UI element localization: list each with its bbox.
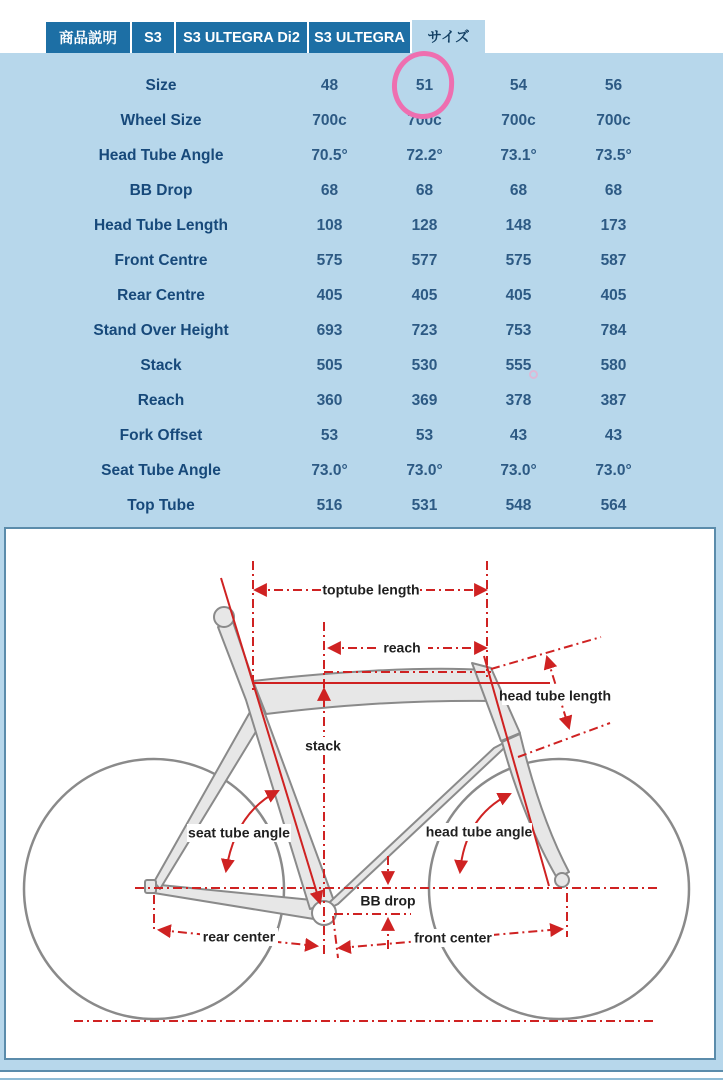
tab-product-description[interactable]: 商品説明 [46, 22, 130, 53]
cell-value: 700c [407, 111, 442, 129]
bike-frame-illustration [24, 607, 689, 1019]
table-row [41, 348, 681, 383]
cell-value: 108 [316, 216, 343, 234]
cell-value: 405 [411, 286, 438, 304]
cell-value: 128 [411, 216, 438, 234]
headtube-top-reference [491, 637, 601, 669]
top-tube [253, 669, 495, 714]
cell-value: 531 [411, 496, 438, 514]
table-row [41, 313, 681, 348]
cell-value: 360 [316, 391, 343, 409]
cell-value: 73.0° [406, 461, 443, 479]
row-label: BB Drop [129, 181, 193, 199]
dimension-lines [74, 561, 658, 1021]
cell-value: 548 [505, 496, 532, 514]
table-row [41, 68, 681, 103]
table-row [41, 453, 681, 488]
bb-drop-label: BB drop [360, 892, 416, 909]
headtube-bottom-reference [518, 723, 610, 757]
cell-value: 73.1° [500, 146, 537, 164]
cell-value: 564 [600, 496, 627, 514]
tab-size[interactable]: サイズ [412, 20, 485, 53]
cell-value: 51 [415, 76, 434, 94]
front-dropout [555, 873, 569, 887]
cell-value: 405 [600, 286, 627, 304]
cell-value: 70.5° [311, 146, 348, 164]
row-label: Fork Offset [119, 426, 203, 444]
cell-value: 173 [600, 216, 627, 234]
stack-label: stack [305, 737, 341, 754]
cell-value: 43 [604, 426, 623, 444]
seat-stay [154, 712, 263, 889]
row-label: Head Tube Length [93, 216, 229, 234]
table-row [41, 243, 681, 278]
cell-value: 693 [316, 321, 343, 339]
cell-value: 369 [411, 391, 438, 409]
cell-value: 148 [505, 216, 532, 234]
row-label: Head Tube Angle [98, 146, 224, 164]
table-row [41, 103, 681, 138]
cell-value: 700c [501, 111, 536, 129]
cell-value: 784 [600, 321, 627, 339]
tab-s3[interactable]: S3 [132, 22, 174, 53]
tab-s3-ultegra-di2[interactable]: S3 ULTEGRA Di2 [176, 22, 307, 53]
cell-value: 505 [316, 356, 343, 374]
seat-tube-angle-label: seat tube angle [188, 824, 290, 841]
cell-value: 43 [509, 426, 528, 444]
table-row [41, 208, 681, 243]
cell-value: 72.2° [406, 146, 443, 164]
cell-value: 405 [316, 286, 343, 304]
front-center-label: front center [414, 929, 492, 946]
cell-value: 555 [505, 356, 532, 374]
row-label: Top Tube [127, 496, 195, 514]
row-label: Size [145, 76, 177, 94]
bike-geometry-diagram [6, 529, 714, 1058]
cell-value: 378 [505, 391, 532, 409]
cell-value: 73.0° [595, 461, 632, 479]
head-tube-length-label: head tube length [499, 687, 611, 704]
cell-value: 68 [509, 181, 528, 199]
cell-value: 587 [600, 251, 627, 269]
cell-value: 53 [415, 426, 434, 444]
cell-value: 68 [320, 181, 339, 199]
cell-value: 753 [505, 321, 532, 339]
cell-value: 577 [411, 251, 438, 269]
reach-label: reach [383, 639, 421, 656]
cell-value: 56 [604, 76, 623, 94]
cell-value: 73.0° [311, 461, 348, 479]
tab-bar [46, 20, 485, 53]
cell-value: 723 [411, 321, 438, 339]
cell-value: 53 [320, 426, 339, 444]
row-label: Stand Over Height [93, 321, 229, 339]
cell-value: 575 [505, 251, 532, 269]
head-tube-angle-label: head tube angle [425, 823, 533, 840]
cell-value: 700c [596, 111, 631, 129]
cell-value: 54 [509, 76, 528, 94]
table-row [41, 173, 681, 208]
bb-tick [333, 916, 338, 958]
cell-value: 580 [600, 356, 627, 374]
cell-value: 48 [320, 76, 339, 94]
cell-value: 530 [411, 356, 438, 374]
table-row [41, 138, 681, 173]
table-row [41, 488, 681, 523]
row-label: Stack [140, 356, 182, 374]
row-label: Seat Tube Angle [101, 461, 221, 479]
rear-center-label: rear center [202, 928, 276, 945]
row-label: Rear Centre [117, 286, 205, 304]
row-label: Wheel Size [120, 111, 202, 129]
cell-value: 73.5° [595, 146, 632, 164]
cell-value: 516 [316, 496, 343, 514]
geometry-table [41, 68, 681, 523]
chain-stay [150, 884, 320, 920]
row-label: Reach [137, 391, 185, 409]
geometry-diagram-box [4, 527, 716, 1060]
diagram-labels [187, 581, 611, 947]
cell-value: 387 [600, 391, 627, 409]
small-pink-mark [529, 370, 538, 379]
rear-dropout [145, 880, 156, 893]
table-row [41, 383, 681, 418]
row-label: Front Centre [114, 251, 208, 269]
table-row [41, 418, 681, 453]
toptube-length-label: toptube length [322, 581, 420, 598]
cell-value: 700c [312, 111, 347, 129]
table-row [41, 278, 681, 313]
cell-value: 73.0° [500, 461, 537, 479]
cell-value: 68 [604, 181, 623, 199]
cell-value: 575 [316, 251, 343, 269]
cell-value: 405 [505, 286, 532, 304]
tab-s3-ultegra[interactable]: S3 ULTEGRA [309, 22, 410, 53]
cell-value: 68 [415, 181, 434, 199]
